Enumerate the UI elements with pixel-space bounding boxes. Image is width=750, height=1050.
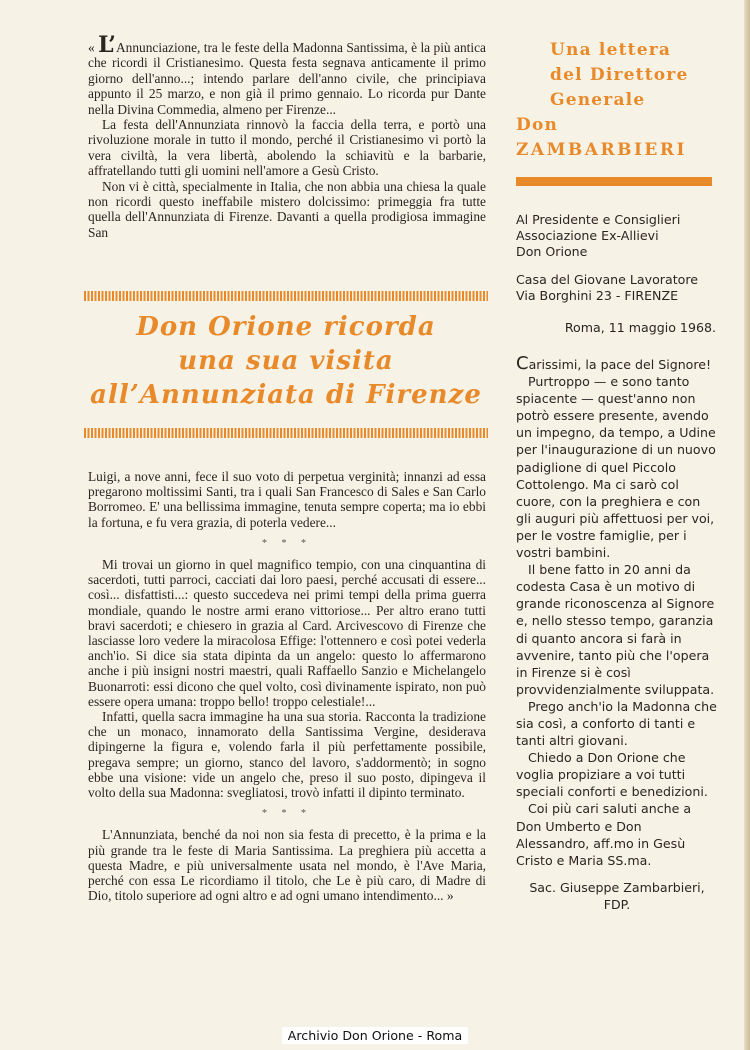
letter-paragraph: Il bene fatto in 20 anni da codesta Casa è un motivo di grande riconoscenza al Signore e, nello stesso tempo, garanzia di quanto ancora si farà in avvenire, tanto più che l'opera in Firenze si è così provvidenzialmente sviluppata. (516, 562, 715, 697)
page-edge (744, 0, 750, 1050)
letter-signature (516, 879, 718, 913)
letter-salutation (516, 355, 718, 373)
address-line: Al Presidente e Consiglieri (516, 212, 681, 227)
letter-paragraph: Prego anch'io la Madonna che sia così, a conforto di tanti e tanti altri giovani. (516, 698, 717, 749)
sidebar-title-line-3: Generale (550, 90, 646, 110)
decorative-stripe-bottom (84, 428, 488, 438)
signature-line-1: Sac. Giuseppe Zambarbieri, (529, 879, 705, 895)
intro-p1-text: Annunciazione, tra le feste della Madonna Santissima, è la più antica che ricordi il Cristianesimo. Questa festa segnava anticamente il primo giorno dell'anno...; intendo parlare dell'anno civile, che principiava appunto il 25 marzo, e non già il primo gennaio. Lo ricorda pur Dante nella Divina Commedia, almeno per Firenze... (88, 40, 486, 117)
letter-paragraph: Coi più cari saluti anche a Don Umberto e Don Alessandro, aff.mo in Gesù Cristo e Maria SS.ma. (516, 801, 692, 868)
body-paragraph-3: Infatti, quella sacra immagine ha una sua storia. Racconta la tradizione che un monaco, innamorato della Santissima Vergine, desiderava dipingerne la figura e, volendo farla il più perfettamente possibile, pregava sempre; un giorno, stanco del lavoro, s'addormentò; in sogno ebbe una visione: vide un angelo che, preso il suo posto, dipingeva il volto della sua Madonna: svegliatosi, trovò infatti il dipinto terminato. (88, 709, 486, 801)
letter-paragraph: Purtroppo — e sono tanto spiacente — quest'anno non potrò essere presente, avendo un impegno, da tempo, a Udine per l'inaugurazione di un nuovo padiglione di quel Piccolo Cottolengo. Ma ci sarò col cuore, con la preghiera e con gli auguri più affettuosi per voi, per le vostre famiglie, per i vostri bambini. (516, 374, 716, 561)
body-paragraph-2: Mi trovai un giorno in quel magnifico tempio, con una cinquantina di sacerdoti, tutti parroci, cacciati dai loro paesi, perché accusati di essere... così... disfattisti...: questo succedeva nei primi tempi della prima guerra mondiale, quando le nostre armi erano vittoriose... Per altro erano tutti bravi sacerdoti; e chiesero in grazia al Card. Arcivescovo di Firenze che lasciasse loro vedere la miracolosa Effige: l'ottennero e così potei vederla anch'io. Si dice sia stata dipinta da un angelo: questo lo affermarono anche i più insigni nostri maestri, quali Raffaello Sanzio e Michelangelo Buonarroti: essi dicono che quel volto, così divinamente ispirato, non può essere opera umana: troppo bello! troppo celestiale!... (88, 557, 486, 709)
headline-line-2: una sua visita (178, 346, 394, 376)
article-body (88, 469, 486, 903)
salutation-cap: C (516, 353, 529, 374)
letter-body (516, 355, 718, 869)
sidebar-title-line-1: Una lettera (550, 40, 672, 60)
sidebar-title-line-2: del Direttore (550, 65, 689, 85)
address-line: Associazione Ex-Allievi (516, 228, 659, 243)
sidebar-title-line-4: Don (516, 115, 559, 135)
letter-date: Roma, 11 maggio 1968. (564, 320, 716, 335)
archive-footer (0, 1028, 750, 1043)
address-line: Casa del Giovane Lavoratore (516, 272, 698, 287)
body-paragraph-4: L'Annunziata, benché da noi non sia festa di precetto, è la prima e la più grande tra le feste di Maria Santissima. La preghiera più accetta a questa Madre, e più universalmente usata nel mondo, è l'Ave Maria, perché con essa Le ricordiamo il titolo, che Le è più caro, di Madre di Dio, titolo superiore ad ogni altro e ad ogni umano intendimento... » (88, 827, 486, 904)
address-line: Don Orione (516, 244, 588, 259)
address-line: Via Borghini 23 - FIRENZE (516, 288, 679, 303)
intro-paragraph-3: Non vi è città, specialmente in Italia, che non abbia una chiesa la quale non ricordi questo ineffabile mistero dolcissimo: primeggia fra tutte quella dell'Annunziata di Firenze. Davanti a quella prodigiosa immagine San (88, 178, 486, 240)
sidebar-accent-bar (516, 177, 712, 186)
intro-text (88, 32, 486, 254)
quote-mark: « (88, 40, 95, 55)
section-separator: * * * (262, 537, 312, 549)
article-headline (84, 310, 488, 412)
sidebar-title (516, 38, 718, 163)
drop-cap: L’ (98, 32, 116, 58)
salutation-text: arissimi, la pace del Signore! (528, 357, 712, 372)
headline-line-3: all’Annunziata di Firenze (90, 380, 482, 410)
headline-line-1: Don Orione ricorda (136, 312, 436, 342)
body-paragraph-1: Luigi, a nove anni, fece il suo voto di perpetua verginità; innanzi ad essa pregarono moltissimi Santi, tra i quali San Francesco di Sales e San Carlo Borromeo. E' una bellissima immagine, tenuta sempre coperta; ma io ebbi la fortuna, e fu vera grazia, di poterla vedere... (88, 469, 486, 530)
signature-line-2: FDP. (603, 896, 631, 912)
letter-paragraph: Chiedo a Don Orione che voglia propiziare a voi tutti speciali conforti e benedizioni. (516, 750, 708, 800)
letter-address (516, 212, 718, 304)
decorative-stripe-top (84, 291, 488, 301)
footer-label: Archivio Don Orione - Roma (282, 1027, 468, 1044)
sidebar-title-line-5: ZAMBARBIERI (516, 140, 687, 160)
intro-paragraph-1 (88, 32, 486, 117)
intro-paragraph-2: La festa dell'Annunziata rinnovò la faccia della terra, e portò una rivoluzione morale in tutto il mondo, perché il Cristianesimo vi portò la vera civiltà, la vera libertà, abolendo la schiavitù e la barbarie, affratellando tutti gli uomini nell'amore a Gesù Cristo. (88, 117, 486, 179)
letter-sidebar (516, 38, 718, 913)
section-separator: * * * (262, 808, 312, 820)
